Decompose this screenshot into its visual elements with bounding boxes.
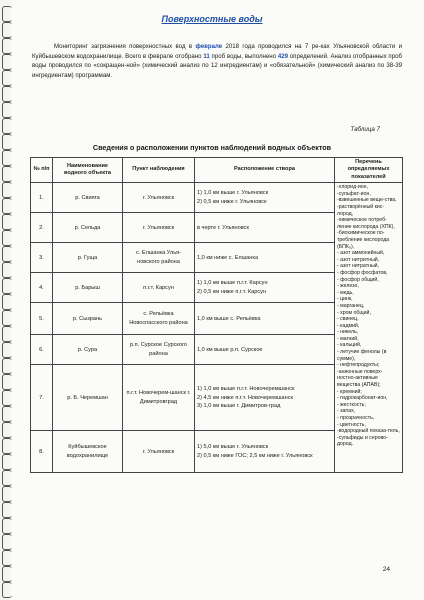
param-item: - хром общий, — [337, 309, 371, 316]
binding-ring — [2, 294, 12, 310]
binding-ring — [2, 358, 12, 374]
param-item: - кальций, — [337, 342, 362, 349]
binding-ring — [2, 470, 12, 486]
param-item: - жесткость; — [337, 401, 366, 408]
cell-point: г. Ульяновск — [123, 431, 195, 473]
cell-num: 6. — [31, 335, 53, 365]
param-item: - азот нитритный, — [337, 256, 380, 263]
intro-text-1: Мониторинг загрязнения поверхностных вод в — [54, 43, 196, 50]
binding-ring — [2, 246, 12, 262]
param-item: -химическое потреб-ление кислорода (ХПК), — [337, 217, 395, 230]
cell-object: Куйбышевское водохранилище — [53, 431, 123, 473]
param-item: -анионные поверх-ностно-активные вещества (АПАВ); — [337, 368, 383, 389]
location-line: 1,0 км выше р.п. Сурское — [197, 346, 263, 353]
location-line: 1) 1,0 км выше п.г.т. Новочеремшанск — [197, 386, 295, 393]
binding-ring — [2, 326, 12, 342]
param-item: - азот аммонийный, — [337, 250, 385, 257]
binding-ring — [2, 182, 12, 198]
intro-paragraph — [32, 42, 402, 80]
binding-ring — [2, 214, 12, 230]
cell-location — [195, 273, 335, 303]
param-item: - фосфор общий, — [337, 276, 379, 283]
header-location: Расположение створа — [195, 158, 335, 183]
cell-location — [195, 303, 335, 335]
location-line: 1) 5,0 км выше г. Ульяновск — [197, 444, 269, 451]
location-line: 3) 1,0 км выше г. Димитров-град — [197, 402, 281, 409]
binding-ring — [2, 454, 12, 470]
cell-object: р. Сура — [53, 335, 123, 365]
binding-ring — [2, 230, 12, 246]
cell-point: п.г.т. Карсун — [123, 273, 195, 303]
intro-month: феврале — [195, 43, 223, 50]
binding-ring — [2, 86, 12, 102]
param-item: -сульфат-ион, — [337, 190, 371, 197]
intro-text-2: 2018 года проводился на 7 ре-ках Ульяновской области и Куйбышевском водохранилище. Всего в феврале отобрано — [32, 43, 402, 60]
binding-ring — [2, 486, 12, 502]
cell-location — [195, 213, 335, 243]
table-number: Таблица 7 — [350, 126, 380, 133]
param-item: - кремний; — [337, 388, 362, 395]
param-item: - кадмий, — [337, 322, 360, 329]
param-item: - летучие фенолы (в сумме), — [337, 349, 387, 362]
param-item: - марганец, — [337, 302, 365, 309]
binding-ring — [2, 534, 12, 550]
binding-ring — [2, 22, 12, 38]
binding-ring — [2, 438, 12, 454]
table-header-row — [31, 158, 403, 183]
binding-ring — [2, 342, 12, 358]
cell-location — [195, 183, 335, 213]
cell-num: 5. — [31, 303, 53, 335]
cell-num: 1. — [31, 183, 53, 213]
location-line: 1,0 км ниже с. Елшанка — [197, 254, 259, 261]
param-item: -хлорид-ион, — [337, 184, 368, 191]
cell-point: п.г.т. Новочерем-шанск г. Димитровград — [123, 365, 195, 431]
binding-ring — [2, 566, 12, 582]
binding-ring — [2, 166, 12, 182]
cell-num: 8. — [31, 431, 53, 473]
monitoring-points-table — [30, 157, 403, 473]
intro-samples-count: 11 — [203, 52, 210, 60]
param-item: -взвешенные веще-ства, — [337, 197, 397, 204]
binding-ring — [2, 102, 12, 118]
cell-object: р. Сызрань — [53, 303, 123, 335]
binding-ring — [2, 406, 12, 422]
cell-location — [195, 431, 335, 473]
spiral-binding — [0, 0, 14, 600]
binding-ring — [2, 550, 12, 566]
binding-ring — [2, 198, 12, 214]
cell-num: 3. — [31, 243, 53, 273]
cell-point: с. Елшанка Улья-новского района — [123, 243, 195, 273]
cell-num: 2. — [31, 213, 53, 243]
param-item: -растворённый кис-лород, — [337, 204, 385, 217]
param-item: - медь, — [337, 289, 354, 296]
binding-ring — [2, 422, 12, 438]
binding-ring — [2, 278, 12, 294]
binding-ring — [2, 262, 12, 278]
param-item: - никель, — [337, 329, 359, 336]
param-item: -водородный показа-тель, — [337, 428, 400, 435]
cell-location — [195, 365, 335, 431]
header-num: № п/п — [31, 158, 53, 183]
cell-num: 4. — [31, 273, 53, 303]
param-item: - фосфор фосфатов, — [337, 269, 388, 276]
cell-object: р. Сельда — [53, 213, 123, 243]
binding-ring — [2, 390, 12, 406]
location-line: 2) 0,5 км ниже п.г.т. Карсун — [197, 288, 267, 295]
param-item: - нефтепродукты; — [337, 362, 380, 369]
location-line: 2) 4,5 км ниже п.г.т. Новочеремшанск — [197, 394, 293, 401]
cell-point: р.п. Сурское Сурского района — [123, 335, 195, 365]
binding-ring — [2, 150, 12, 166]
header-params: Перечень определяемых показателей — [335, 158, 403, 183]
param-item: - запах, — [337, 408, 356, 415]
binding-ring — [2, 310, 12, 326]
binding-ring — [2, 38, 12, 54]
param-item: - азот нитратный, — [337, 263, 380, 270]
binding-ring — [2, 502, 12, 518]
param-item: -биохимическое по-требление кислорода (БПК₅), — [337, 230, 390, 250]
location-line: 2) 0,5 км ниже г. Ульяновск — [197, 198, 267, 205]
param-item: - цветность, — [337, 421, 366, 428]
location-line: 1,0 км выше с. Репьёвка — [197, 315, 261, 322]
cell-num: 7. — [31, 365, 53, 431]
param-item: - свинец, — [337, 316, 359, 323]
cell-location — [195, 335, 335, 365]
cell-object: р. Свияга — [53, 183, 123, 213]
param-item: - прозрачность, — [337, 415, 375, 421]
intro-text-3: проб воды, выполнено — [209, 52, 278, 60]
cell-object: р. Барыш — [53, 273, 123, 303]
location-line: в черте г. Ульяновск — [197, 224, 249, 231]
intro-determinations-count: 429 — [277, 52, 288, 60]
location-line: 1) 1,0 км выше п.г.т. Карсун — [197, 280, 268, 287]
param-item: - гидрокарбонат-ион, — [337, 395, 388, 402]
cell-point: с. Репьёвка Новоспасского района — [123, 303, 195, 335]
header-point: Пункт наблюдения — [123, 158, 195, 183]
cell-point: г. Ульяновск — [123, 183, 195, 213]
table-title: Сведения о расположении пунктов наблюдений водных объектов — [92, 143, 332, 152]
binding-ring — [2, 374, 12, 390]
header-object: Наименование водного объекта — [53, 158, 123, 183]
param-item: - цинк, — [337, 296, 353, 303]
cell-point: г. Ульяновск — [123, 213, 195, 243]
binding-ring — [2, 518, 12, 534]
param-item: -сульфиды и серово-дород. — [337, 434, 388, 448]
param-item: - железо, — [337, 283, 359, 290]
intro-text-4: определений. Анализ отобранных проб воды проводился по «сокращен-ной» (химический анализ по 12 ингредиентам) и «обязательной» (химический анализ по 38-39 ингредиентам) программам. — [32, 52, 402, 79]
cell-params-list — [335, 183, 403, 473]
cell-location — [195, 243, 335, 273]
param-item: - магний, — [337, 335, 359, 342]
cell-object: р. Б. Черемшан — [53, 365, 123, 431]
binding-ring — [2, 70, 12, 86]
binding-ring — [2, 54, 12, 70]
cell-object: р. Гуща — [53, 243, 123, 273]
page-title: Поверхностные воды — [161, 14, 263, 24]
location-line: 1) 1,0 км выше г. Ульяновск — [197, 190, 269, 197]
location-line: 2) 0,5 км ниже ГОС; 2,5 км ниже г. Ульяновск — [197, 452, 313, 459]
binding-ring — [2, 118, 12, 134]
binding-ring — [2, 582, 12, 598]
page-number: 24 — [382, 566, 390, 573]
table-row — [31, 183, 403, 213]
